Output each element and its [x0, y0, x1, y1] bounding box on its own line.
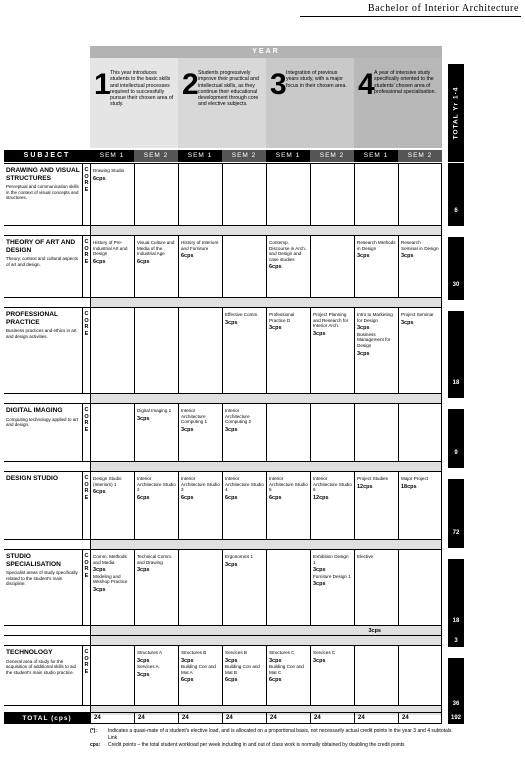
unit-cell	[90, 646, 134, 705]
sem-header: SEM 2	[398, 150, 442, 162]
course-grid	[4, 163, 442, 715]
footnote-key: (*):	[90, 728, 97, 734]
unit-name: Research Methods in Design	[357, 240, 396, 251]
unit-name: Ergonomics 1	[225, 554, 254, 559]
unit-cell	[222, 404, 266, 461]
year-box-2	[178, 58, 266, 148]
unit-name: Furniture Design 1	[313, 573, 351, 579]
unit-cell	[266, 308, 310, 393]
core-label: C O R E	[82, 646, 90, 705]
footnote-text: Credit points – the total student workload per week including in and out of class work is normally obtained by doubling the credit points	[108, 742, 405, 748]
unit-cell	[310, 646, 354, 705]
row-total	[448, 311, 464, 398]
subject-row	[4, 235, 442, 297]
unit-cell	[178, 404, 222, 461]
year-number: 2	[182, 68, 199, 101]
unit-cps: 3cps	[313, 330, 326, 337]
unit-cps: 3cps	[225, 319, 238, 326]
unit-name: Major Project	[401, 476, 429, 481]
unit-cell	[222, 550, 266, 625]
subject-row	[4, 471, 442, 539]
unit-cps: 3cps	[313, 581, 326, 588]
unit-cps: 3cps	[137, 657, 150, 664]
unit-cell	[222, 472, 266, 539]
core-label: C O R E	[82, 472, 90, 539]
year-box-3	[266, 58, 354, 148]
footnote-key: cps:	[90, 742, 101, 748]
unit-name: Services B	[225, 650, 247, 655]
unit-cps: 3cps	[357, 325, 370, 332]
unit-name: Research Seminar in Design	[401, 240, 439, 251]
unit-cps: 6cps	[93, 258, 106, 265]
subject-title: THEORY OF ART AND DESIGN	[6, 239, 76, 254]
totals-column	[448, 163, 464, 730]
year-number: 3	[270, 68, 287, 101]
unit-cell	[310, 550, 354, 625]
total-value: 24	[178, 713, 222, 723]
core-label: C O R E	[82, 236, 90, 297]
unit-name: Interior Architecture Computing 2	[225, 408, 252, 425]
subject-row	[4, 403, 442, 461]
unit-cps: 6cps	[93, 175, 106, 182]
unit-name: Comm. Methods and Media	[93, 554, 127, 565]
unit-cps: 6cps	[137, 494, 150, 501]
unit-name: Exhibition Design 1	[313, 554, 349, 565]
subject-cell	[4, 308, 82, 393]
unit-name: Effective Comm.	[225, 312, 259, 317]
row-total-value: 72	[452, 530, 460, 536]
title-rule	[300, 16, 521, 17]
unit-cell	[222, 236, 266, 297]
row-total	[448, 559, 464, 636]
total-label: TOTAL (cps)	[4, 713, 90, 723]
total-column-header	[448, 64, 464, 162]
row-total-value: 36	[452, 701, 460, 707]
unit-cell	[310, 404, 354, 461]
subject-cell	[4, 404, 82, 461]
footnote	[90, 742, 515, 748]
unit-name: Contemp. Discourse in Arch. and Design and case studies	[269, 240, 307, 262]
unit-name: Design Studio (Interiors) 1	[93, 476, 122, 487]
elective-cps: 3cps	[368, 628, 381, 634]
year-description: Students progressively improve their practical and intellectual skills, as they continue their educational development through core and elective subjects.	[198, 70, 259, 108]
footnotes	[90, 728, 515, 749]
page-title: Bachelor of Interior Architecture	[367, 3, 519, 14]
unit-name: History of Pre-Industrial Art and Design	[93, 240, 128, 257]
subject-row	[4, 549, 442, 625]
sem-header: SEM 1	[354, 150, 398, 162]
unit-cps: 3cps	[137, 567, 150, 574]
unit-cps: 6cps	[181, 677, 194, 684]
unit-cell	[266, 646, 310, 705]
unit-name: Project Seminar	[401, 312, 434, 317]
subject-description: General area of study for the acquisition of additional skills to aid the student's main studio practice.	[6, 658, 77, 675]
core-label: C O R E	[82, 550, 90, 625]
elective-subtotal-row	[4, 625, 442, 635]
unit-cps: 12cps	[313, 494, 329, 501]
unit-cell	[222, 308, 266, 393]
subject-cell	[4, 550, 82, 625]
unit-name: Drawing Studio	[93, 168, 125, 173]
unit-cps: 3cps	[137, 415, 150, 422]
footnote-key	[90, 735, 104, 741]
unit-cps: 3cps	[269, 325, 282, 332]
row-total	[448, 409, 464, 468]
row-spacer	[4, 297, 442, 307]
subject-title: STUDIO SPECIALISATION	[6, 553, 61, 568]
year-description: A year of intensive study specifically oriented to the students' chosen area of professional specialisation.	[374, 70, 436, 95]
row-spacer	[4, 461, 442, 471]
unit-cps: 18cps	[401, 483, 417, 490]
row-total-value: 3	[454, 638, 458, 644]
unit-cell	[134, 646, 178, 705]
grand-total: 192	[448, 712, 464, 724]
subject-cell	[4, 472, 82, 539]
total-value: 24	[354, 713, 398, 723]
unit-name: Project Studies	[357, 476, 388, 481]
total-value: 24	[90, 713, 134, 723]
year-description: Integration of previous years study, with a major focus in their chosen area.	[286, 70, 347, 89]
unit-cell	[178, 308, 222, 393]
unit-cell	[178, 236, 222, 297]
unit-name: Building Con and Mat C	[269, 664, 304, 675]
subject-title: TECHNOLOGY	[6, 649, 53, 656]
unit-cps: 3cps	[401, 253, 414, 260]
unit-cell	[266, 472, 310, 539]
unit-name: Structures A	[137, 650, 163, 655]
unit-cell	[354, 308, 398, 393]
unit-name: Project Planning and Research for Interior Arch.	[313, 312, 349, 329]
total-row	[4, 712, 442, 724]
unit-name: History of Interiors and Furniture	[181, 240, 219, 251]
unit-cps: 12cps	[357, 483, 373, 490]
unit-name: Structures C	[269, 650, 295, 655]
unit-cell	[90, 164, 134, 225]
unit-cell	[134, 472, 178, 539]
unit-cell	[134, 236, 178, 297]
unit-cell	[354, 550, 398, 625]
unit-cell	[398, 404, 442, 461]
unit-cps: 3cps	[137, 671, 150, 678]
unit-cps: 3cps	[313, 567, 326, 574]
unit-cell	[354, 164, 398, 225]
row-spacer	[4, 635, 442, 645]
unit-cell	[90, 550, 134, 625]
total-value: 24	[222, 713, 266, 723]
unit-cell	[222, 164, 266, 225]
unit-cell	[398, 646, 442, 705]
unit-name: Structures B	[181, 650, 207, 655]
unit-cell	[266, 550, 310, 625]
footnote-text: Link	[108, 735, 118, 741]
unit-cell	[178, 550, 222, 625]
unit-name: Intro to Marketing for Design	[357, 312, 393, 323]
subject-row	[4, 163, 442, 225]
unit-cell	[398, 236, 442, 297]
unit-name: Professional Practice D	[269, 312, 295, 323]
unit-cell	[178, 164, 222, 225]
row-total	[448, 163, 464, 226]
subject-row	[4, 645, 442, 705]
unit-cps: 6cps	[137, 258, 150, 265]
year-bar: YEAR	[90, 46, 442, 58]
sem-header: SEM 1	[90, 150, 134, 162]
total-column-header-label: TOTAL Yr 1-4	[452, 86, 460, 140]
unit-cell	[266, 236, 310, 297]
unit-cps: 3cps	[357, 253, 370, 260]
unit-name: Visual Culture and Media of the Industrial Age	[137, 240, 175, 257]
subject-row	[4, 307, 442, 393]
unit-name: Building Con and Mat A	[181, 664, 216, 675]
total-value: 24	[398, 713, 442, 723]
row-total-value: 9	[454, 450, 458, 456]
unit-cps: 3cps	[93, 567, 106, 574]
subject-cell	[4, 164, 82, 225]
unit-name: Interior Architecture Computing 1	[181, 408, 208, 425]
year-description: This year introduces students to the basic skills and intellectual processes required to successfully pursue their chosen area of study.	[110, 70, 174, 108]
unit-name: Services A	[137, 664, 159, 670]
unit-name: Interior Architecture Studio 4	[225, 476, 264, 493]
unit-cell	[354, 472, 398, 539]
unit-cps: 3cps	[357, 350, 370, 357]
unit-cps: 6cps	[225, 494, 238, 501]
subject-description: Business practices and ethics in art and design activities.	[6, 328, 77, 339]
subject-cell	[4, 646, 82, 705]
sem-header: SEM 2	[310, 150, 354, 162]
unit-cps: 3cps	[269, 657, 282, 664]
unit-cell	[266, 404, 310, 461]
unit-name: Interior Architecture Studio 5	[269, 476, 308, 493]
unit-cps: 3cps	[181, 426, 194, 433]
subject-description: Perceptual and communication skills in the context of visual concepts and structures.	[6, 184, 79, 200]
row-total	[448, 479, 464, 548]
unit-cps: 6cps	[181, 253, 194, 260]
unit-cell	[134, 308, 178, 393]
subject-header: SUBJECT	[4, 150, 90, 162]
sem-header: SEM 2	[222, 150, 266, 162]
total-value: 24	[134, 713, 178, 723]
unit-cell	[266, 164, 310, 225]
total-value: 24	[266, 713, 310, 723]
unit-cell	[178, 472, 222, 539]
unit-name: Technical Comm. and Drawing	[137, 554, 173, 565]
unit-name: Services C	[313, 650, 336, 655]
subject-title: DIGITAL IMAGING	[6, 407, 63, 414]
unit-cell	[90, 236, 134, 297]
unit-name: Business Management for Design	[357, 331, 391, 348]
sem-header: SEM 1	[178, 150, 222, 162]
row-total	[448, 658, 464, 719]
unit-cell	[398, 550, 442, 625]
unit-cell	[310, 236, 354, 297]
unit-name: Building Con and Mat B	[225, 664, 260, 675]
unit-cps: 6cps	[93, 489, 106, 496]
row-spacer	[4, 393, 442, 403]
subject-title: PROFESSIONAL PRACTICE	[6, 311, 58, 326]
total-value: 24	[310, 713, 354, 723]
subject-description: Computing technology applied to art and design.	[6, 416, 79, 427]
unit-cell	[222, 646, 266, 705]
subject-title: DRAWING AND VISUAL STRUCTURES	[6, 167, 80, 182]
year-boxes	[90, 58, 442, 148]
row-total	[448, 237, 464, 300]
unit-cell	[398, 472, 442, 539]
core-label: C O R E	[82, 308, 90, 393]
row-total-value: 18	[452, 618, 460, 624]
unit-cell	[90, 472, 134, 539]
unit-name: Interior Architecture Studio 3	[181, 476, 220, 493]
unit-cell	[354, 236, 398, 297]
footnote	[90, 735, 515, 741]
sem-header: SEM 1	[266, 150, 310, 162]
unit-cps: 3cps	[225, 426, 238, 433]
sem-header: SEM 2	[134, 150, 178, 162]
unit-cell	[178, 646, 222, 705]
unit-cell	[134, 550, 178, 625]
year-box-1	[90, 58, 178, 148]
unit-cps: 6cps	[225, 677, 238, 684]
semester-header-row	[4, 150, 442, 162]
unit-cell	[90, 404, 134, 461]
unit-cps: 3cps	[225, 561, 238, 568]
unit-cps: 6cps	[269, 264, 282, 271]
unit-cps: 3cps	[313, 657, 326, 664]
year-number: 1	[94, 68, 111, 101]
year-number: 4	[358, 68, 375, 101]
unit-cell	[134, 164, 178, 225]
unit-cps: 3cps	[401, 319, 414, 326]
unit-name: Modeling and Wkshop Practice	[93, 573, 128, 585]
unit-cps: 3cps	[225, 657, 238, 664]
footnote-text: Indicates a quasi-mate of a student's elective load, and is allocated on a proportional basis, not necessarily actual credit points in the year 3 and 4 subtotals.	[108, 728, 453, 734]
unit-name: Elective	[357, 554, 374, 559]
core-label: C O R E	[82, 404, 90, 461]
unit-cell	[398, 164, 442, 225]
subject-title: DESIGN STUDIO	[6, 475, 59, 482]
unit-cell	[354, 646, 398, 705]
unit-cps: 3cps	[181, 657, 194, 664]
row-total-value: 18	[452, 380, 460, 386]
unit-cell	[398, 308, 442, 393]
unit-name: Interior Architecture Studio 6	[313, 476, 352, 493]
row-spacer	[4, 225, 442, 235]
row-spacer	[4, 539, 442, 549]
unit-cell	[310, 308, 354, 393]
unit-cell	[354, 404, 398, 461]
unit-cps: 6cps	[269, 494, 282, 501]
unit-cps: 3cps	[93, 586, 106, 593]
unit-name: Digital Imaging 1	[137, 408, 172, 413]
unit-name: Interior Architecture Studio 2	[137, 476, 176, 493]
row-total-value: 30	[452, 282, 460, 288]
unit-cell	[310, 164, 354, 225]
unit-cps: 6cps	[181, 494, 194, 501]
core-label: C O R E	[82, 164, 90, 225]
subject-description: Theory, context and cultural aspects of art and design.	[6, 256, 78, 267]
footnote	[90, 728, 515, 734]
subject-description: Specialist areas of study specifically related to the student's main discipline.	[6, 570, 78, 586]
unit-cell	[134, 404, 178, 461]
row-total	[448, 636, 464, 647]
unit-cell	[310, 472, 354, 539]
unit-cell	[90, 308, 134, 393]
row-total-value: 6	[454, 208, 458, 214]
year-box-4	[354, 58, 442, 148]
unit-cps: 6cps	[269, 677, 282, 684]
subject-cell	[4, 236, 82, 297]
